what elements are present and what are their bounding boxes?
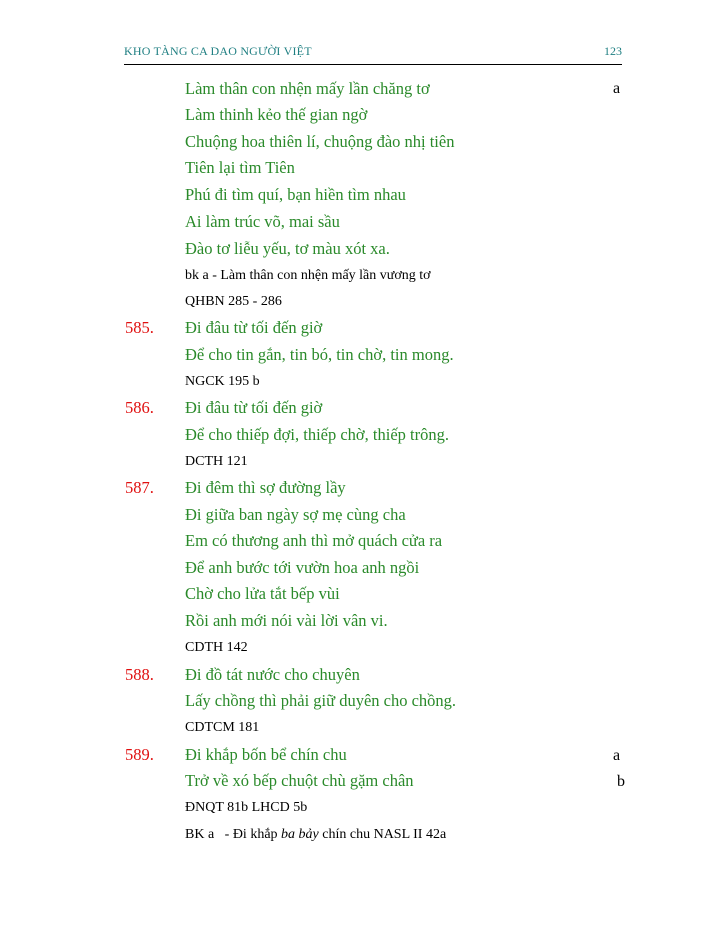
verse-line: Lấy chồng thì phải giữ duyên cho chồng. — [185, 691, 457, 710]
entry-number: 586. — [125, 398, 154, 417]
verse-line: Làm thinh kẻo thế gian ngờ — [185, 105, 368, 124]
variant-suffix: chín chu NASL II 42a — [318, 827, 447, 842]
source-reference: NGCK 195 b — [185, 374, 260, 389]
entry-number: 588. — [125, 665, 154, 684]
verse-line: Tiên lại tìm Tiên — [185, 158, 295, 177]
verse-line: Để anh bước tới vườn hoa anh ngồi — [185, 558, 420, 577]
verse-line: Rồi anh mới nói vài lời vân vi. — [185, 611, 388, 630]
source-reference: DCTH 121 — [185, 454, 248, 469]
source-reference: ĐNQT 81b LHCD 5b — [185, 800, 308, 815]
page-header — [124, 44, 622, 65]
verse-line: Để cho tin gắn, tin bó, tin chờ, tin mong. — [185, 345, 454, 364]
variant-mark: a — [613, 747, 621, 764]
source-reference: bk a - Làm thân con nhện mấy lần vương tơ — [185, 268, 431, 283]
verse-line: Phú đi tìm quí, bạn hiền tìm nhau — [185, 185, 406, 204]
verse-line: Đi đồ tát nước cho chuyên — [185, 665, 360, 684]
verse-line: Ai làm trúc võ, mai sầu — [185, 212, 340, 231]
variant-mark: a — [613, 80, 621, 97]
verse-line: Đi đâu từ tối đến giờ — [185, 318, 323, 337]
variant-reference — [185, 827, 446, 843]
verse-line: Làm thân con nhện mấy lần chăng tơ — [185, 79, 430, 98]
entry-number: 585. — [125, 318, 154, 337]
entry-number: 587. — [125, 478, 154, 497]
page-number: 123 — [604, 44, 622, 58]
source-reference: QHBN 285 - 286 — [185, 294, 282, 309]
running-title: KHO TÀNG CA DAO NGƯỜI VIỆT — [124, 44, 312, 58]
verse-line: Đi khắp bốn bể chín chu — [185, 745, 347, 764]
source-reference: CDTCM 181 — [185, 720, 260, 735]
verse-line: Em có thương anh thì mở quách cửa ra — [185, 531, 443, 550]
verse-line: Để cho thiếp đợi, thiếp chờ, thiếp trông. — [185, 425, 449, 444]
verse-line: Đi đêm thì sợ đường lầy — [185, 478, 346, 497]
verse-line: Chờ cho lửa tắt bếp vùi — [185, 584, 340, 603]
verse-line: Đào tơ liễu yếu, tơ màu xót xa. — [185, 239, 390, 258]
verse-line: Đi giữa ban ngày sợ mẹ cùng cha — [185, 505, 406, 524]
verse-line: Đi đâu từ tối đến giờ — [185, 398, 323, 417]
variant-prefix: BK a - Đi khắp — [185, 827, 282, 842]
verse-line: Chuộng hoa thiên lí, chuộng đào nhị tiên — [185, 132, 455, 151]
variant-italic: ba bảy — [281, 827, 319, 842]
source-reference: CDTH 142 — [185, 640, 248, 655]
verse-line: Trở về xó bếp chuột chù gặm chân — [185, 771, 414, 790]
entry-number: 589. — [125, 745, 154, 764]
variant-mark: b — [617, 773, 625, 790]
